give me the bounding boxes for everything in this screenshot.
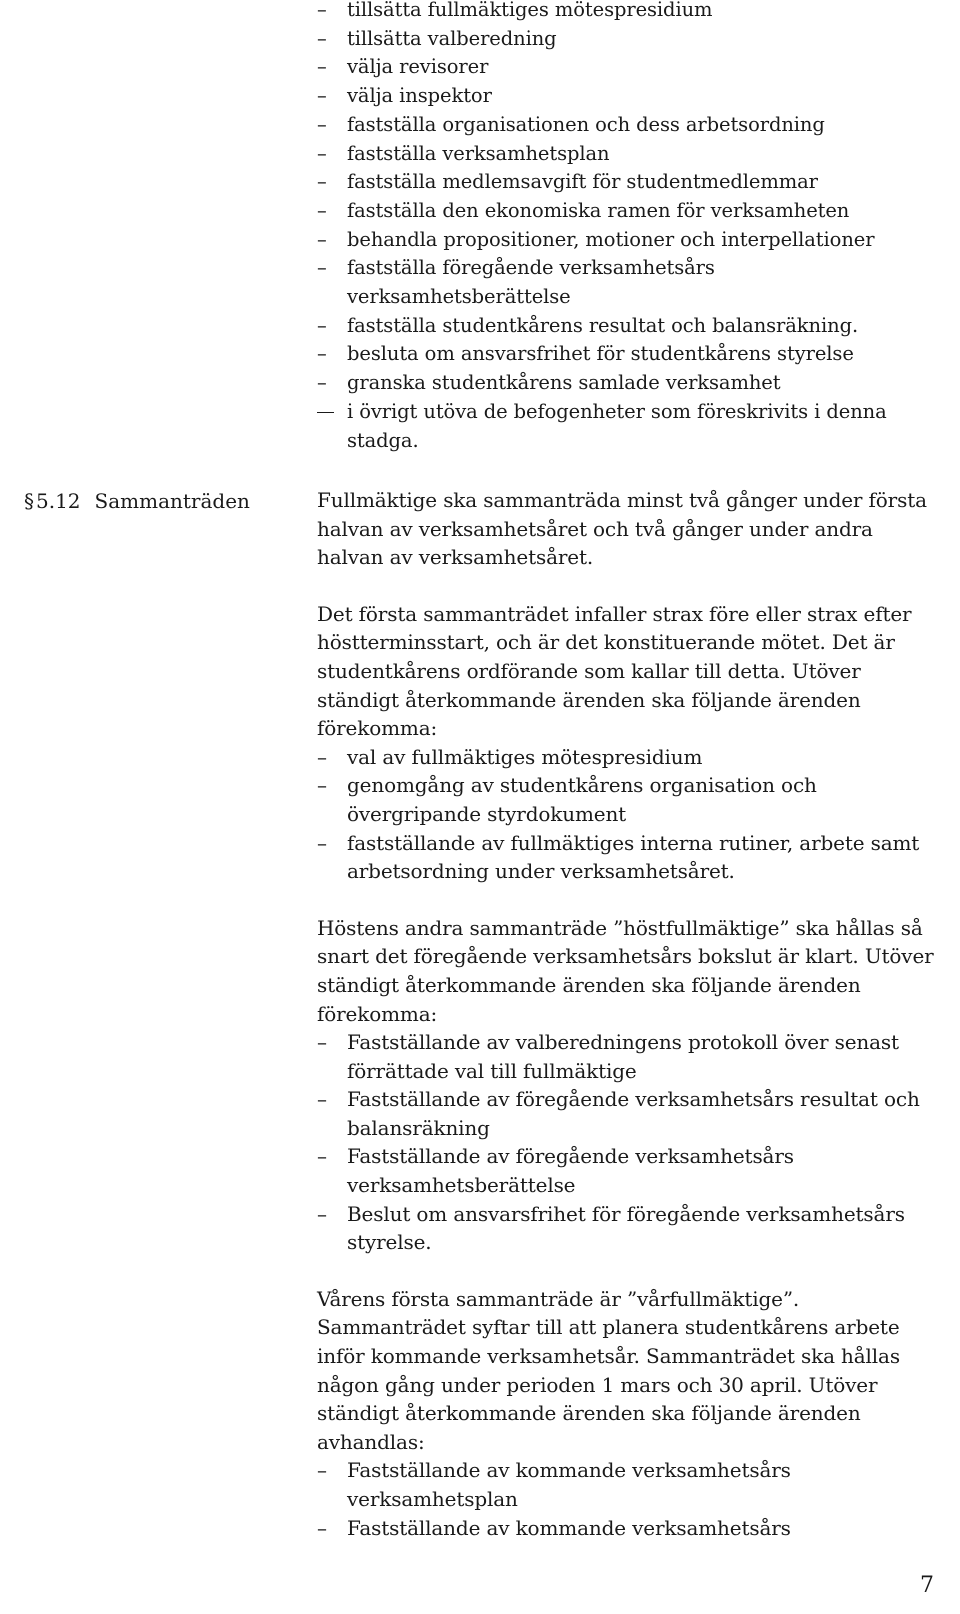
paragraph: Det första sammanträdet infaller strax före eller strax efter höstterminsstart, och är det konstituerande mötet. Det är studentkårens ordförande som kallar till detta. Utöver ständigt återkommande ärenden ska följande ärenden förekomma: <box>317 601 912 741</box>
list-item: – fastställa organisationen och dess arbetsordning <box>317 111 937 140</box>
spring-meeting-list <box>317 1456 942 1542</box>
list-item: – tillsätta valberedning <box>317 25 937 54</box>
list-item: – fastställa medlemsavgift för studentmedlemmar <box>317 168 937 197</box>
list-item: – granska studentkårens samlade verksamhet <box>317 369 937 398</box>
list-item: – Fastställande av kommande verksamhetsårs verksamhetsplan <box>317 1456 942 1513</box>
paragraph: Fullmäktige ska sammanträda minst två gånger under första halvan av verksamhetsåret och två gånger under andra halvan av verksamhetsåret. <box>317 488 927 570</box>
list-item: – tillsätta fullmäktiges mötespresidium <box>317 0 937 25</box>
paragraph: Höstens andra sammanträde ”höstfullmäktige” ska hållas så snart det föregående verksamhetsårs bokslut är klart. Utöver ständigt återkommande ärenden ska följande ärenden förekomma: <box>317 915 934 1026</box>
list-item: – fastställa verksamhetsplan <box>317 140 937 169</box>
list-item: – Fastställande av föregående verksamhetsårs resultat och balansräkning <box>317 1085 942 1142</box>
section-body <box>317 486 942 1542</box>
section-heading <box>24 487 250 516</box>
list-item: – fastställa studentkårens resultat och balansräkning. <box>317 312 937 341</box>
list-item: – Fastställande av föregående verksamhetsårs verksamhetsberättelse <box>317 1142 942 1199</box>
duties-list <box>317 0 937 455</box>
first-meeting-list <box>317 743 942 886</box>
list-item: i övrigt utöva de befogenheter som föreskrivits i denna stadga. <box>317 398 937 455</box>
list-item: – behandla propositioner, motioner och interpellationer <box>317 226 937 255</box>
section-number: 5.12 <box>36 489 81 513</box>
list-item: – välja inspektor <box>317 82 937 111</box>
list-item: – fastställa föregående verksamhetsårs verksamhetsberättelse <box>317 254 937 311</box>
list-item: – välja revisorer <box>317 53 937 82</box>
list-item: – Fastställande av kommande verksamhetsårs <box>317 1514 942 1543</box>
page-number: 7 <box>920 1573 934 1598</box>
list-item: – fastställande av fullmäktiges interna rutiner, arbete samt arbetsordning under verksamhetsåret. <box>317 829 942 886</box>
section-title: Sammanträden <box>94 489 250 513</box>
list-item: – Beslut om ansvarsfrihet för föregående verksamhetsårs styrelse. <box>317 1200 942 1257</box>
autumn-meeting-list <box>317 1028 942 1257</box>
list-item: – besluta om ansvarsfrihet för studentkårens styrelse <box>317 340 937 369</box>
list-item: – val av fullmäktiges mötespresidium <box>317 743 942 772</box>
list-item: – genomgång av studentkårens organisation och övergripande styrdokument <box>317 771 942 828</box>
list-item: – fastställa den ekonomiska ramen för verksamheten <box>317 197 937 226</box>
paragraph: Vårens första sammanträde är ”vårfullmäktige”. Sammanträdet syftar till att planera studentkårens arbete inför kommande verksamhetsår. Sammanträdet ska hållas någon gång under perioden 1 mars och 30 april. Utöver ständigt återkommande ärenden ska följande ärenden avhandlas: <box>317 1286 900 1454</box>
section-mark: § <box>24 489 34 513</box>
list-item: – Fastställande av valberedningens protokoll över senast förrättade val till fullmäktige <box>317 1028 942 1085</box>
